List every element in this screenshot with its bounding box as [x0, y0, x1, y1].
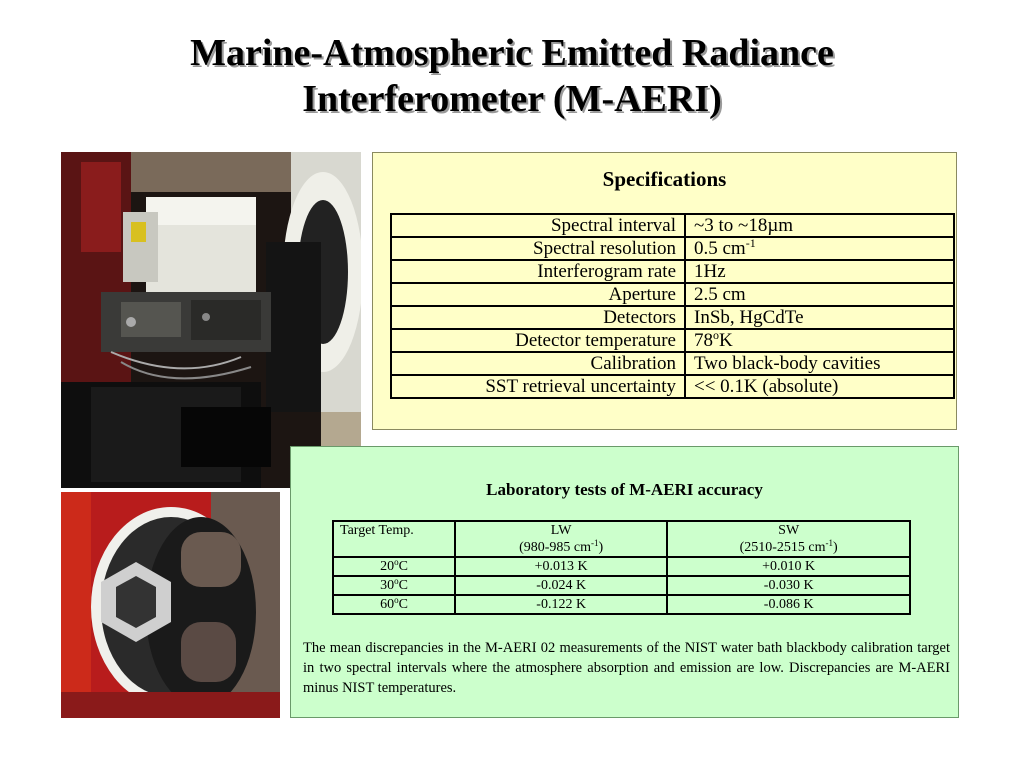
spec-label: Detector temperature: [391, 329, 685, 352]
spec-row: [391, 260, 954, 283]
header-sw-label: SW: [778, 523, 800, 538]
spec-label: Spectral resolution: [391, 237, 685, 260]
table-row: [333, 595, 910, 614]
spec-row: [391, 375, 954, 398]
sw-cell: -0.030 K: [667, 576, 910, 595]
spec-value: InSb, HgCdTe: [685, 306, 954, 329]
lw-cell: -0.122 K: [455, 595, 667, 614]
lab-tests-caption: The mean discrepancies in the M-AERI 02 measurements of the NIST water bath blackbody calibration target in two spectral intervals where the atmosphere absorption and emission are low. Discrepancies are M-AERI minus NIST temperatures.: [303, 640, 950, 696]
spec-label: Detectors: [391, 306, 685, 329]
specifications-heading: Specifications: [602, 167, 727, 191]
specifications-table: [390, 213, 955, 399]
spec-value: 2.5 cm: [685, 283, 954, 306]
header-lw: LW (980-985 $cm^{-1}$): [455, 521, 667, 557]
spec-value: << 0.1K (absolute): [685, 375, 954, 398]
spec-value: 1Hz: [685, 260, 954, 283]
spec-value: ~3 to ~18µm: [685, 214, 954, 237]
spec-label: Spectral interval: [391, 214, 685, 237]
lab-tests-heading: Laboratory tests of M-AERI accuracy: [486, 480, 763, 499]
spec-label: SST retrieval uncertainty: [391, 375, 685, 398]
spec-value: 0.5 $cm^{-1}$: [685, 237, 954, 260]
table-row: [333, 576, 910, 595]
scan-mirror-photo: [61, 492, 280, 718]
lab-tests-table: [332, 520, 911, 615]
target-temp-cell: 30$^o$C: [333, 576, 455, 595]
spec-row: [391, 306, 954, 329]
spec-label: Interferogram rate: [391, 260, 685, 283]
spec-label: Calibration: [391, 352, 685, 375]
spec-row: [391, 329, 954, 352]
lab-tests-panel: [290, 446, 959, 718]
specifications-panel: [372, 152, 957, 430]
spec-value: Two black-body cavities: [685, 352, 954, 375]
spec-label: Aperture: [391, 283, 685, 306]
target-temp-cell: 20$^o$C: [333, 557, 455, 576]
header-sw-range: (2510-2515 cm: [739, 540, 826, 555]
spec-row: [391, 283, 954, 306]
sw-cell: -0.086 K: [667, 595, 910, 614]
spec-row: [391, 352, 954, 375]
lw-cell: -0.024 K: [455, 576, 667, 595]
header-target-temp: Target Temp.: [333, 521, 455, 557]
target-temp-cell: 60$^o$C: [333, 595, 455, 614]
table-header-row: [333, 521, 910, 557]
slide-title-line1: Marine-Atmospheric Emitted Radiance: [190, 32, 834, 74]
spec-row: [391, 214, 954, 237]
lw-cell: +0.013 K: [455, 557, 667, 576]
sw-cell: +0.010 K: [667, 557, 910, 576]
spec-value: 78$^o$K: [685, 329, 954, 352]
slide-title: [0, 30, 1024, 122]
spec-row: [391, 237, 954, 260]
header-lw-range: (980-985 cm: [519, 540, 592, 555]
table-row: [333, 557, 910, 576]
header-sw: SW (2510-2515 $cm^{-1}$): [667, 521, 910, 557]
header-lw-label: LW: [550, 523, 572, 538]
instrument-photo: [61, 152, 361, 488]
slide-title-line2: Interferometer (M-AERI): [302, 78, 722, 120]
